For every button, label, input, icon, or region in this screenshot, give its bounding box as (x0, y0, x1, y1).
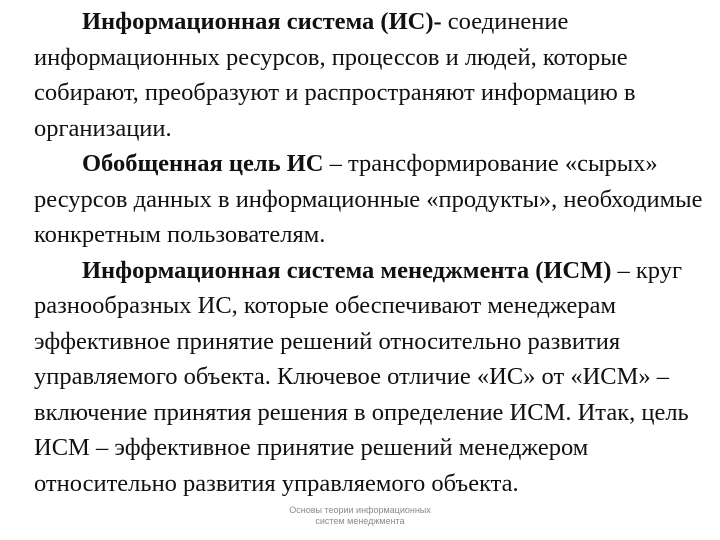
paragraph-is-goal (34, 146, 706, 253)
term-is: Информационная система (ИС)- (82, 8, 442, 35)
definition-is: соединение информационных ресурсов, процессов и людей, которые собирают, преобразуют и распространяют информацию в организации. (34, 8, 636, 142)
footer-line-2: систем менеджмента (315, 516, 405, 526)
paragraph-ism-definition (34, 253, 706, 502)
definition-is-goal: – трансформирование «сырых» ресурсов данных в информационные «продукты», необходимые конкретным пользователям. (34, 150, 703, 248)
footer-line-1: Основы теории информационных (289, 505, 431, 515)
paragraph-is-definition (34, 4, 706, 146)
term-ism: Информационная система менеджмента (ИСМ) (82, 256, 612, 284)
slide-footer (250, 505, 470, 527)
term-is-goal: Обобщенная цель ИС (82, 150, 324, 177)
definition-ism: – круг разнообразных ИС, которые обеспечивают менеджерам эффективное принятие решений относительно развития управляемого объекта. Ключевое отличие «ИС» от «ИСМ» – включение принятия решения в определение ИСМ. Итак, цель ИСМ – эффективное принятие решений менеджером относительно развития управляемого объекта. (34, 256, 689, 497)
slide-body (34, 4, 706, 501)
